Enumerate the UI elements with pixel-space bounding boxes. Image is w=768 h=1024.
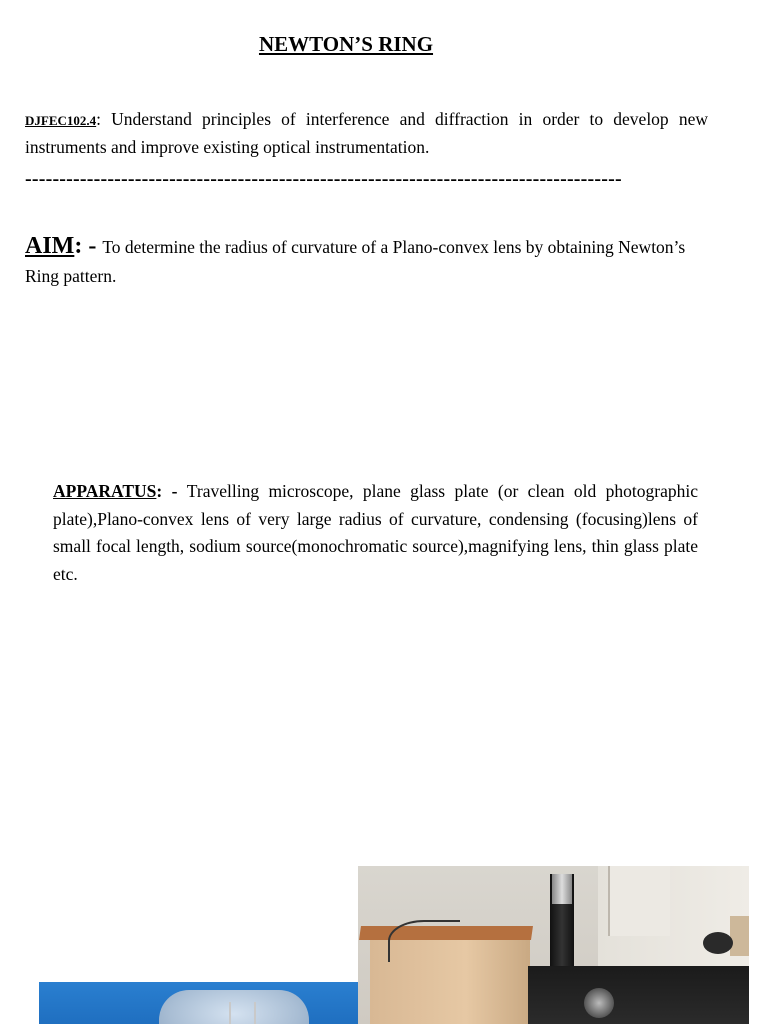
aim-text: To determine the radius of curvature of a Plano-convex lens by obtaining Newton’s Ring pattern. xyxy=(25,237,686,286)
lamp-bulb xyxy=(159,990,309,1024)
microscope-eyepiece xyxy=(552,874,572,904)
travelling-microscope-photo xyxy=(358,866,749,1024)
power-cable xyxy=(388,920,460,962)
microscope-knob xyxy=(584,988,614,1018)
apparatus-label: APPARATUS xyxy=(53,481,157,501)
course-objective xyxy=(25,106,708,161)
aim-section xyxy=(25,232,715,291)
microscope-knob xyxy=(703,932,733,954)
lamp-filament xyxy=(229,1002,231,1024)
apparatus-text: Travelling microscope, plane glass plate (or clean old photographic plate),Plano-convex lens of very large radius of curvature, condensing (focusing)lens of small focal length, sodium source(monochromatic source),magnifying lens, thin glass plate etc. xyxy=(53,481,698,584)
objective-colon: : xyxy=(96,109,102,129)
apparatus-separator: : - xyxy=(156,481,187,501)
sodium-lamp-photo xyxy=(39,982,358,1024)
lamp-filament xyxy=(254,1002,256,1024)
dashed-separator: --------------------------------------------------------------------------------------- xyxy=(25,168,622,190)
page-title: NEWTON’S RING xyxy=(258,32,434,56)
microscope-base xyxy=(528,966,749,1024)
course-code: DJFEC102.4 xyxy=(25,113,97,128)
aim-separator: : - xyxy=(74,233,103,259)
apparatus-section xyxy=(53,478,698,588)
aim-label: AIM xyxy=(25,233,75,259)
photo-door xyxy=(608,866,670,936)
objective-text: Understand principles of interference and diffraction in order to develop new instruments and improve existing optical instrumentation. xyxy=(25,109,708,157)
photo-shelf xyxy=(730,916,749,956)
